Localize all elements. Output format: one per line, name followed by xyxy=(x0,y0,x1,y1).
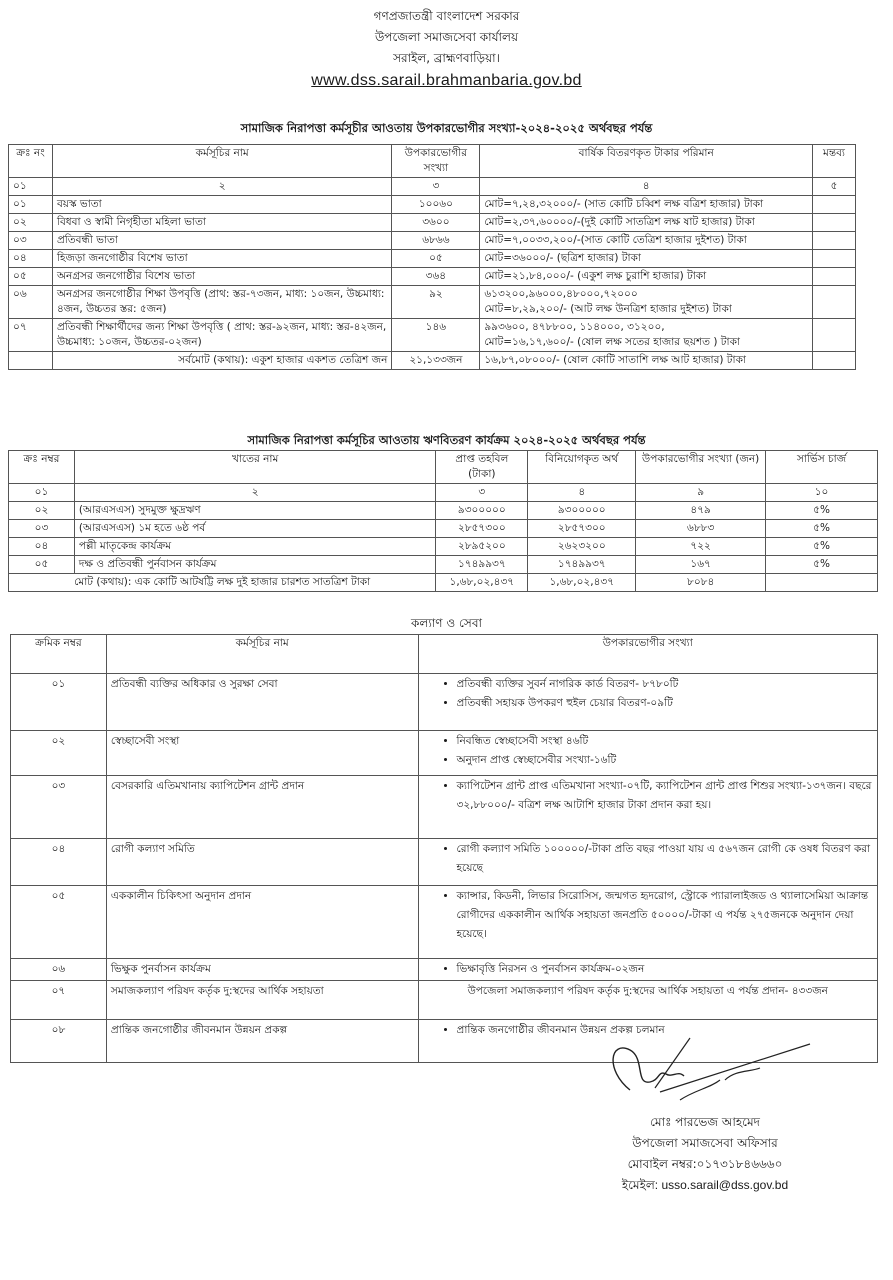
row-beneficiary-count: ৩৬০০ xyxy=(392,214,480,232)
amount-line: মোট=৭,০০৩৩,২০০/-(সাত কোটি তেত্রিশ হাজার দুইশত) টাকা xyxy=(484,234,747,246)
row-beneficiary-count: ০৫ xyxy=(392,250,480,268)
header-program-name: কর্মসূচির নাম xyxy=(106,635,418,674)
document-header xyxy=(0,6,893,91)
amount-line: মোট=২১,৮৪,০০০/- (একুশ লক্ষ চুরাশি হাজার) টাকা xyxy=(484,270,707,282)
row-amount xyxy=(480,319,813,352)
total-invested: ১,৬৮,০২,৪৩৭ xyxy=(528,574,636,592)
table-header-row xyxy=(9,451,878,484)
row-program-name: এককালীন চিকিৎসা অনুদান প্রদান xyxy=(106,886,418,959)
empty-cell xyxy=(813,352,856,370)
table2-title: সামাজিক নিরাপত্তা কর্মসূচির আওতায় ঋণবিতরণ কার্যক্রম ২০২৪-২০২৫ অর্থবছর পর্যন্ত xyxy=(247,433,646,447)
row-serial: ০২ xyxy=(9,502,75,520)
table-row xyxy=(9,250,856,268)
row-beneficiaries xyxy=(418,674,878,731)
row-serial: ০৪ xyxy=(11,839,107,886)
row-beneficiaries: ১৬৭ xyxy=(636,556,766,574)
row-beneficiaries xyxy=(418,839,878,886)
table-row xyxy=(11,981,878,1020)
table-row xyxy=(9,556,878,574)
row-fund: ২৮৫৭৩০০ xyxy=(436,520,528,538)
row-amount xyxy=(480,268,813,286)
table-row xyxy=(9,214,856,232)
table-row xyxy=(9,232,856,250)
table3-title: কল্যাণ ও সেবা xyxy=(411,616,482,630)
beneficiary-list xyxy=(423,887,874,944)
amount-line: মোট=৭,২৪,৩২০০০/- (সাত কোটি চব্বিশ লক্ষ বত্রিশ হাজার) টাকা xyxy=(484,198,764,210)
row-beneficiary-count: ৩৬৪ xyxy=(392,268,480,286)
row-program-name: অনগ্রসর জনগোষ্ঠীর শিক্ষা উপবৃত্তি (প্রাথ: স্তর-৭৩জন, মাধ্য: ১০জন, উচ্চমাধ্য: ৪জন, উচ্চতর স্তর: ৫জন) xyxy=(52,286,391,319)
row-serial: ০৪ xyxy=(9,538,75,556)
row-amount xyxy=(480,250,813,268)
row-beneficiaries: ৪৭৯ xyxy=(636,502,766,520)
row-remarks xyxy=(813,214,856,232)
row-amount xyxy=(480,286,813,319)
amount-total-line: মোট=৮,২৯,২০০/- (আট লক্ষ উনত্রিশ হাজার দুইশত) টাকা xyxy=(484,303,732,315)
website-link[interactable]: www.dss.sarail.brahmanbaria.gov.bd xyxy=(311,72,582,89)
row-service-charge: ৫% xyxy=(766,520,878,538)
office-name: উপজেলা সমাজসেবা কার্যালয় xyxy=(374,30,519,44)
table2-total-row xyxy=(9,574,878,592)
table-row xyxy=(11,959,878,981)
empty-cell xyxy=(9,352,53,370)
list-item: • ভিক্ষাবৃত্তি নিরসন ও পুনর্বাসন কার্যক্রম-০২জন xyxy=(457,960,874,979)
row-beneficiary-count: ১০০৬০ xyxy=(392,196,480,214)
row-invested: ৯৩০০০০০ xyxy=(528,502,636,520)
col-number: ৫ xyxy=(813,178,856,196)
amount-line: মোট=৩৬০০০/- (ছত্রিশ হাজার) টাকা xyxy=(484,252,641,264)
row-beneficiary-count: ১৪৬ xyxy=(392,319,480,352)
row-beneficiaries xyxy=(418,886,878,959)
amount-total-line: মোট=১৬,১৭,৬০০/- (ষোল লক্ষ সতের হাজার ছয়শত ) টাকা xyxy=(484,336,740,348)
table-header-row xyxy=(11,635,878,674)
row-serial: ০২ xyxy=(9,214,53,232)
table2-body xyxy=(9,502,878,574)
row-beneficiaries xyxy=(418,776,878,839)
row-beneficiary-count: ৬৮৬৬ xyxy=(392,232,480,250)
col-number: ৪ xyxy=(528,484,636,502)
beneficiary-list xyxy=(423,840,874,878)
header-serial: ক্রঃ নং xyxy=(9,145,53,178)
row-program-name: প্রতিবন্ধী ভাতা xyxy=(52,232,391,250)
row-amount xyxy=(480,232,813,250)
row-program-name: বয়স্ক ভাতা xyxy=(52,196,391,214)
row-invested: ১৭৪৯৯৩৭ xyxy=(528,556,636,574)
row-program-name: ভিক্ষুক পুনর্বাসন কার্যক্রম xyxy=(106,959,418,981)
col-number: ১০ xyxy=(766,484,878,502)
table-row xyxy=(9,196,856,214)
row-program-name: বেসরকারি এতিমখানায় ক্যাপিটেশন গ্রান্ট প্রদান xyxy=(106,776,418,839)
col-number: ০১ xyxy=(9,484,75,502)
header-annual-amount: বার্ষিক বিতরণকৃত টাকার পরিমান xyxy=(480,145,813,178)
row-serial: ০৮ xyxy=(11,1020,107,1063)
table1-body xyxy=(9,196,856,352)
row-invested: ২৬২৩২০০ xyxy=(528,538,636,556)
signatory-email[interactable]: ইমেইল: usso.sarail@dss.gov.bd xyxy=(621,1178,789,1192)
table3-body xyxy=(11,674,878,1063)
header-beneficiary-count: উপকারভোগীর সংখ্যা xyxy=(392,145,480,178)
office-location: সরাইল, ব্রাহ্মণবাড়িয়া। xyxy=(393,51,500,65)
row-sector-name: পল্লী মাতৃকেন্দ্র কার্যক্রম xyxy=(74,538,435,556)
row-serial: ০৬ xyxy=(11,959,107,981)
table-row xyxy=(9,286,856,319)
row-program-name: হিজড়া জনগোষ্ঠীর বিশেষ ভাতা xyxy=(52,250,391,268)
row-program-name: সমাজকল্যাণ পরিষদ কর্তৃক দু:স্থদের আর্থিক সহায়তা xyxy=(106,981,418,1020)
header-invested: বিনিয়োগকৃত অর্থ xyxy=(528,451,636,484)
row-remarks xyxy=(813,268,856,286)
table-row xyxy=(9,319,856,352)
table-row xyxy=(11,886,878,959)
header-program-name: কর্মসূচির নাম xyxy=(52,145,391,178)
row-amount xyxy=(480,196,813,214)
total-label: সর্বমোট (কথায়): একুশ হাজার একশত তেত্রিশ জন xyxy=(52,352,391,370)
total-count: ২১,১৩৩জন xyxy=(392,352,480,370)
signatory-name: মোঃ পারভেজ আহমেদ xyxy=(650,1115,760,1129)
col-number: ৪ xyxy=(480,178,813,196)
row-serial: ০৩ xyxy=(9,232,53,250)
list-item: • নিবন্ধিত স্বেচ্ছাসেবী সংস্থা ৪৬টি xyxy=(457,732,874,751)
row-sector-name: (আরএসএস) ১ম হতে ৬ষ্ঠ পর্ব xyxy=(74,520,435,538)
government-name: গণপ্রজাতন্ত্রী বাংলাদেশ সরকার xyxy=(373,9,520,23)
row-beneficiaries xyxy=(418,959,878,981)
row-sector-name: (আরএসএস) সুদমুক্ত ক্ষুদ্রঋণ xyxy=(74,502,435,520)
row-amount xyxy=(480,214,813,232)
row-program-name: প্রতিবন্ধী ব্যক্তির অধিকার ও সুরক্ষা সেবা xyxy=(106,674,418,731)
row-beneficiaries: ৭২২ xyxy=(636,538,766,556)
list-item: • ক্যাপিটেশন গ্রান্ট প্রাপ্ত এতিমখানা সংখ্যা-০৭টি, ক্যাপিটেশন গ্রান্ট প্রাপ্ত শিশুর সংখ্যা-১৩৭জন। বছরে ৩২,৮৮০০০/- বত্রিশ লক্ষ আটাশি হাজার টাকা প্রদান করা হয়। xyxy=(457,777,874,815)
row-program-name: স্বেচ্ছাসেবী সংস্থা xyxy=(106,731,418,776)
row-remarks xyxy=(813,232,856,250)
table-row xyxy=(9,538,878,556)
header-beneficiaries: উপকারভোগীর সংখ্যা (জন) xyxy=(636,451,766,484)
row-serial: ০৫ xyxy=(9,268,53,286)
row-remarks xyxy=(813,286,856,319)
beneficiary-text: উপজেলা সমাজকল্যাণ পরিষদ কর্তৃক দু:স্থদের আর্থিক সহায়তা এ পর্যন্ত প্রদান- ৪৩৩জন xyxy=(467,985,828,997)
table-row xyxy=(9,502,878,520)
table1-total-row xyxy=(9,352,856,370)
row-program-name: প্রান্তিক জনগোষ্ঠীর জীবনমান উন্নয়ন প্রকল্প xyxy=(106,1020,418,1063)
row-beneficiary-count: ৯২ xyxy=(392,286,480,319)
row-service-charge: ৫% xyxy=(766,556,878,574)
beneficiary-list xyxy=(423,675,874,713)
row-serial: ০৫ xyxy=(9,556,75,574)
beneficiary-list xyxy=(423,960,874,979)
header-beneficiary-count: উপকারভোগীর সংখ্যা xyxy=(418,635,878,674)
row-serial: ০৩ xyxy=(9,520,75,538)
col-number: ২ xyxy=(74,484,435,502)
total-charge xyxy=(766,574,878,592)
row-serial: ০১ xyxy=(11,674,107,731)
header-remarks: মন্তব্য xyxy=(813,145,856,178)
signatory-mobile: মোবাইল নম্বর:০১৭৩১৮৪৬৬৬০ xyxy=(627,1157,783,1171)
list-item: • প্রতিবন্ধী ব্যক্তির সুবর্ন নাগরিক কার্ড বিতরণ- ৮৭৮০টি xyxy=(457,675,874,694)
table1-title: সামাজিক নিরাপত্তা কর্মসূচীর আওতায় উপকারভোগীর সংখ্যা-২০২৪-২০২৫ অর্থবছর পর্যন্ত xyxy=(240,121,653,135)
column-number-row xyxy=(9,484,878,502)
row-serial: ০৭ xyxy=(11,981,107,1020)
row-beneficiaries: ৬৮৮৩ xyxy=(636,520,766,538)
row-serial: ০৬ xyxy=(9,286,53,319)
row-beneficiaries xyxy=(418,731,878,776)
signatory-designation: উপজেলা সমাজসেবা অফিসার xyxy=(632,1136,778,1150)
col-number: ০১ xyxy=(9,178,53,196)
total-beneficiaries: ৮০৮৪ xyxy=(636,574,766,592)
row-sector-name: দক্ষ ও প্রতিবন্ধী পুর্নবাসন কার্যক্রম xyxy=(74,556,435,574)
row-serial: ০২ xyxy=(11,731,107,776)
row-fund: ৯৩০০০০০ xyxy=(436,502,528,520)
table-row xyxy=(11,776,878,839)
table-row xyxy=(11,731,878,776)
list-item: • ক্যান্সার, কিডনী, লিভার সিরোসিস, জন্মগত হৃদরোগ, স্ট্রোকে প্যারালাইজড ও থ্যালাসেমিয়া আক্রান্ত রোগীদের এককালীন আর্থিক সহায়তা জনপ্রতি ৫০০০০/-টাকা এ পর্যন্ত ২৭৫জনকে অনুদান দেয়া হয়েছে। xyxy=(457,887,874,944)
handwritten-signature-icon xyxy=(600,1030,830,1110)
row-fund: ১৭৪৯৯৩৭ xyxy=(436,556,528,574)
header-serial: ক্রঃ নম্বর xyxy=(9,451,75,484)
row-serial: ০৭ xyxy=(9,319,53,352)
welfare-services-table xyxy=(10,634,878,1063)
list-item: • রোগী কল্যাণ সমিতি ১০০০০০/-টাকা প্রতি বছর পাওয়া যায় এ ৫৬৭জন রোগী কে ওষধ বিতরণ করা হয়েছে xyxy=(457,840,874,878)
col-number: ২ xyxy=(52,178,391,196)
table-row xyxy=(11,674,878,731)
column-number-row xyxy=(9,178,856,196)
table-row xyxy=(9,268,856,286)
row-serial: ০৪ xyxy=(9,250,53,268)
row-serial: ০৩ xyxy=(11,776,107,839)
table-header-row xyxy=(9,145,856,178)
header-service-charge: সার্ভিস চার্জ xyxy=(766,451,878,484)
table-row xyxy=(9,520,878,538)
beneficiary-list xyxy=(423,777,874,815)
row-invested: ২৮৫৭৩০০ xyxy=(528,520,636,538)
total-fund: ১,৬৮,০২,৪৩৭ xyxy=(436,574,528,592)
total-label: মোট (কথায়): এক কোটি আটষট্টি লক্ষ দুই হাজার চারশত সাতত্রিশ টাকা xyxy=(9,574,436,592)
col-number: ৩ xyxy=(436,484,528,502)
row-program-name: অনগ্রসর জনগোষ্ঠীর বিশেষ ভাতা xyxy=(52,268,391,286)
row-service-charge: ৫% xyxy=(766,538,878,556)
signatory-details xyxy=(540,1112,870,1196)
col-number: ৩ xyxy=(392,178,480,196)
list-item: • প্রান্তিক জনগোষ্ঠীর জীবনমান উন্নয়ন প্রকল্প চলমান xyxy=(457,1021,874,1040)
header-sector-name: খাতের নাম xyxy=(74,451,435,484)
list-item: • প্রতিবন্ধী সহায়ক উপকরণ হুইল চেয়ার বিতরণ-০৯টি xyxy=(457,694,874,713)
row-fund: ২৮৯৫২০০ xyxy=(436,538,528,556)
row-remarks xyxy=(813,319,856,352)
amount-line: ৬১৩২০০,৯৬০০০,৪৮০০০,৭২০০০ xyxy=(484,288,638,300)
beneficiary-list xyxy=(423,732,874,770)
table-row xyxy=(11,839,878,886)
social-safety-beneficiaries-table xyxy=(8,144,856,370)
total-amount: ১৬,৮৭,০৮০০০/- (ষোল কোটি সাতাশি লক্ষ আট হাজার) টাকা xyxy=(480,352,813,370)
row-beneficiaries xyxy=(418,981,878,1020)
loan-distribution-table xyxy=(8,450,878,592)
row-program-name: বিধবা ও স্বামী নিগৃহীতা মহিলা ভাতা xyxy=(52,214,391,232)
row-program-name: রোগী কল্যাণ সমিতি xyxy=(106,839,418,886)
header-serial: ক্রমিক নম্বর xyxy=(11,635,107,674)
row-remarks xyxy=(813,196,856,214)
row-program-name: প্রতিবন্ধী শিক্ষার্থীদের জন্য শিক্ষা উপবৃত্তি ( প্রাথ: স্তর-৯২জন, মাধ্য: স্তর-৪২জন, উচ্চমাধ্য: ১০জন, উচ্চতর-০২জন) xyxy=(52,319,391,352)
col-number: ৯ xyxy=(636,484,766,502)
amount-line: মোট=২,৩৭,৬০০০০/-(দুই কোটি সাতত্রিশ লক্ষ ষাট হাজার) টাকা xyxy=(484,216,755,228)
amount-line: ৯৯৩৬০০, ৪৭৮৮০০, ১১৪০০০, ৩১২০০, xyxy=(484,321,665,333)
row-serial: ০৫ xyxy=(11,886,107,959)
row-remarks xyxy=(813,250,856,268)
row-serial: ০১ xyxy=(9,196,53,214)
row-service-charge: ৫% xyxy=(766,502,878,520)
list-item: • অনুদান প্রাপ্ত স্বেচ্ছাসেবীর সংখ্যা-১৬টি xyxy=(457,751,874,770)
header-fund-received: প্রাপ্ত তহবিল (টাকা) xyxy=(436,451,528,484)
